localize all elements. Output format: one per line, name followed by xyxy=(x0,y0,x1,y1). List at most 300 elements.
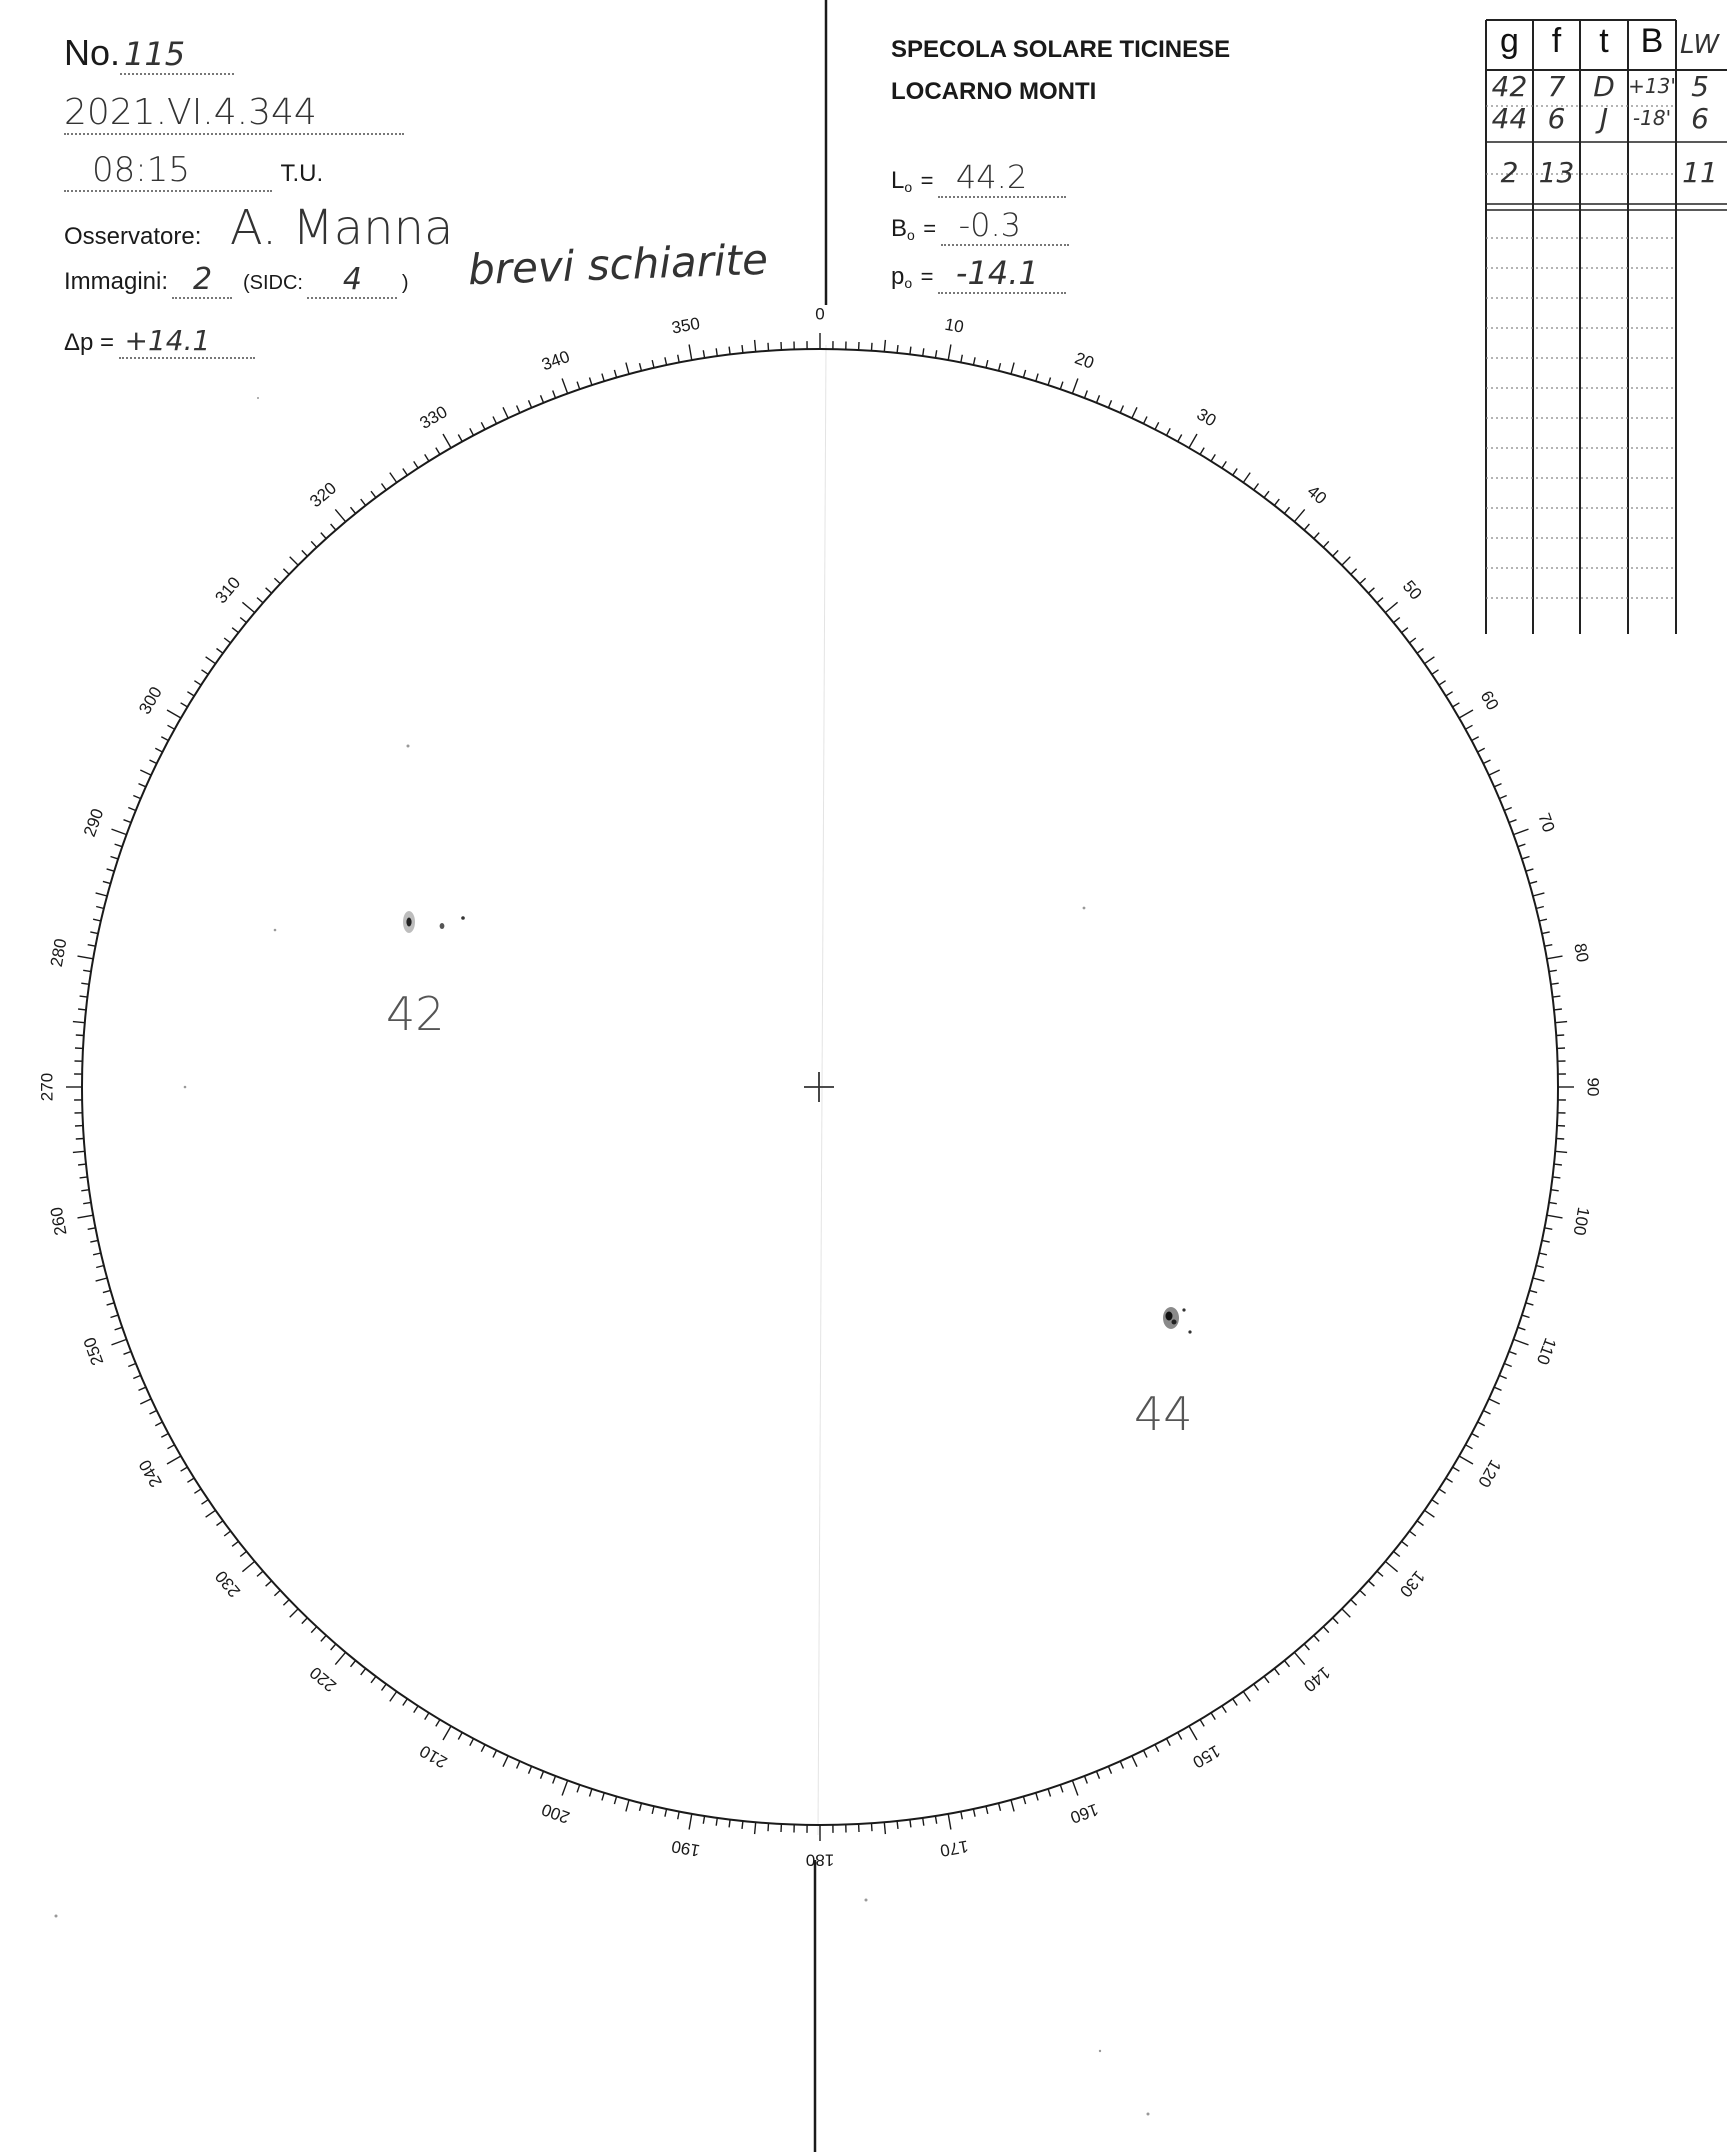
degree-tick xyxy=(1544,945,1552,947)
degree-tick xyxy=(1547,956,1563,959)
degree-tick xyxy=(590,1789,592,1797)
degree-tick xyxy=(1211,454,1215,461)
sidc-label: (SIDC: xyxy=(242,272,303,294)
degree-tick xyxy=(1533,1278,1545,1281)
degree-tick xyxy=(90,932,98,934)
degree-tick xyxy=(923,348,924,356)
degree-tick xyxy=(1526,869,1534,871)
degree-tick xyxy=(403,1699,408,1706)
table-header-B: B xyxy=(1640,22,1664,60)
degree-tick xyxy=(768,343,769,351)
degree-tick xyxy=(181,703,188,707)
degree-tick xyxy=(161,737,168,741)
sunspot-small xyxy=(440,923,445,929)
degree-tick xyxy=(768,1823,769,1831)
degree-tick xyxy=(194,1489,201,1493)
degree-tick xyxy=(224,638,230,643)
degree-tick xyxy=(1368,1581,1374,1586)
degree-tick xyxy=(1472,737,1479,741)
degree-tick xyxy=(755,340,756,352)
degree-tick xyxy=(689,1814,692,1830)
degree-tick xyxy=(257,1571,263,1576)
degree-tick xyxy=(1518,844,1526,847)
degree-tick xyxy=(1489,1399,1500,1404)
L-label: L xyxy=(891,167,905,194)
degree-label: 200 xyxy=(539,1799,573,1828)
degree-tick xyxy=(1072,1781,1078,1796)
degree-tick xyxy=(1360,1590,1366,1596)
sunspot-group-42 xyxy=(403,911,465,933)
degree-label: 270 xyxy=(37,1072,57,1102)
degree-tick xyxy=(283,1600,289,1606)
degree-tick xyxy=(910,1820,911,1828)
B-subscript: o xyxy=(907,227,915,244)
degree-tick xyxy=(1453,703,1460,707)
degree-tick xyxy=(181,1467,188,1471)
degree-tick xyxy=(1439,681,1446,685)
degree-tick xyxy=(1394,618,1400,623)
degree-tick xyxy=(1060,382,1063,390)
table-cell: J xyxy=(1599,102,1609,135)
degree-tick xyxy=(115,1327,123,1330)
degree-tick xyxy=(1555,1022,1567,1023)
degree-tick xyxy=(390,473,397,483)
degree-tick xyxy=(217,649,223,654)
degree-tick xyxy=(665,357,667,365)
degree-tick xyxy=(112,829,127,835)
degree-tick xyxy=(1554,1009,1562,1010)
degree-tick xyxy=(1425,1510,1435,1517)
degree-tick xyxy=(973,1809,975,1817)
degree-tick xyxy=(311,1627,317,1633)
degree-tick xyxy=(1233,1699,1238,1706)
degree-tick xyxy=(973,357,975,365)
degree-tick xyxy=(1542,932,1550,934)
degree-tick xyxy=(124,820,132,823)
degree-tick xyxy=(614,370,616,378)
degree-label: 230 xyxy=(211,1566,245,1601)
degree-tick xyxy=(242,1561,254,1571)
degree-tick xyxy=(266,588,272,593)
L-subscript: o xyxy=(904,179,913,196)
observation-date: 2021.VI.4.344 xyxy=(64,92,404,135)
images-value: 2 xyxy=(172,262,232,299)
degree-tick xyxy=(1432,1500,1439,1505)
B-eq: = xyxy=(923,216,937,241)
degree-tick xyxy=(266,1581,272,1586)
images-label: Immagini: xyxy=(64,268,169,295)
degree-tick xyxy=(88,1228,96,1230)
degree-tick xyxy=(202,670,209,675)
degree-tick xyxy=(78,1009,86,1010)
degree-tick xyxy=(103,1290,111,1292)
degree-tick xyxy=(470,428,474,435)
degree-tick xyxy=(640,1803,642,1811)
degree-tick xyxy=(1417,1521,1423,1526)
B-label: B xyxy=(891,215,908,242)
table-cell: 42 xyxy=(1491,70,1528,103)
degree-tick xyxy=(1402,1541,1408,1546)
degree-tick xyxy=(1425,657,1435,664)
degree-tick xyxy=(1211,1713,1215,1720)
sunspot-umbra xyxy=(406,918,411,927)
degree-tick xyxy=(948,345,951,361)
degree-tick xyxy=(910,347,911,355)
degree-label: 300 xyxy=(135,683,166,718)
degree-tick xyxy=(321,1635,326,1641)
table-total-cell: 2 xyxy=(1500,156,1519,189)
degree-tick xyxy=(1494,784,1501,787)
degree-tick xyxy=(703,1816,704,1824)
degree-label: 160 xyxy=(1067,1799,1101,1828)
degree-tick xyxy=(76,1035,84,1036)
degree-tick xyxy=(202,1500,209,1505)
degree-tick xyxy=(1556,1139,1564,1140)
degree-tick xyxy=(414,461,418,468)
degree-tick xyxy=(1200,448,1204,455)
degree-tick xyxy=(1439,1489,1446,1493)
degree-tick xyxy=(517,1761,520,1768)
degree-tick xyxy=(1402,628,1408,633)
degree-tick xyxy=(88,945,96,947)
degree-tick xyxy=(961,1811,963,1819)
degree-label: 110 xyxy=(1532,1335,1560,1368)
degree-tick xyxy=(1085,1776,1088,1784)
degree-tick xyxy=(1144,1750,1148,1757)
degree-tick xyxy=(470,1739,474,1746)
degree-tick xyxy=(602,374,604,382)
degree-label: 120 xyxy=(1474,1456,1505,1491)
degree-tick xyxy=(1409,638,1415,643)
degree-tick xyxy=(90,1240,98,1242)
degree-tick xyxy=(290,557,299,566)
degree-tick xyxy=(403,469,408,476)
delta-p-label: Δp = xyxy=(64,329,115,356)
degree-tick xyxy=(1342,1609,1351,1618)
degree-tick xyxy=(1504,808,1511,811)
degree-tick xyxy=(80,1177,88,1178)
degree-tick xyxy=(1499,1375,1506,1378)
degree-tick xyxy=(1144,417,1148,424)
degree-tick xyxy=(884,340,885,352)
degree-tick xyxy=(1108,1766,1111,1773)
degree-tick xyxy=(1167,428,1171,435)
degree-tick xyxy=(1360,578,1366,584)
degree-tick xyxy=(1549,970,1557,971)
degree-tick xyxy=(73,1151,85,1152)
degree-tick xyxy=(1509,820,1517,823)
degree-tick xyxy=(96,1266,104,1268)
sunspot-pore xyxy=(461,916,465,920)
degree-tick xyxy=(1072,379,1078,394)
degree-tick xyxy=(73,1022,85,1023)
degree-tick xyxy=(935,350,936,358)
degree-tick xyxy=(755,1822,756,1834)
degree-tick xyxy=(1333,1618,1339,1624)
degree-tick xyxy=(1536,1266,1544,1268)
table-total-cell: 11 xyxy=(1682,156,1718,189)
degree-tick xyxy=(1323,541,1329,547)
sunspot-umbra xyxy=(1166,1312,1173,1321)
degree-tick xyxy=(1453,1467,1460,1471)
degree-tick xyxy=(1446,1478,1453,1482)
degree-tick xyxy=(302,1618,308,1624)
degree-tick xyxy=(1432,670,1439,675)
degree-label: 150 xyxy=(1189,1741,1224,1772)
degree-tick xyxy=(1222,1706,1226,1713)
degree-tick xyxy=(1417,649,1423,654)
degree-tick xyxy=(1539,919,1547,921)
degree-tick xyxy=(1551,983,1559,984)
degree-tick xyxy=(1274,1669,1279,1675)
table-cell: +13' xyxy=(1628,74,1676,98)
degree-tick xyxy=(1526,1303,1534,1305)
degree-label: 0 xyxy=(815,304,825,324)
p-eq: = xyxy=(920,264,934,289)
degree-tick xyxy=(436,1720,440,1727)
degree-tick xyxy=(133,1375,140,1378)
degree-label: 50 xyxy=(1398,576,1426,604)
degree-tick xyxy=(503,1756,508,1767)
degree-tick xyxy=(168,725,175,729)
degree-tick xyxy=(1553,996,1561,997)
degree-tick xyxy=(351,507,356,513)
degree-tick xyxy=(652,1806,654,1814)
degree-label: 100 xyxy=(1569,1205,1594,1237)
degree-tick xyxy=(1514,829,1529,835)
degree-tick xyxy=(115,844,123,847)
degree-tick xyxy=(1385,1561,1397,1571)
degree-tick xyxy=(577,1785,580,1793)
degree-tick xyxy=(999,363,1001,371)
degree-tick xyxy=(78,956,94,959)
degree-tick xyxy=(351,1661,356,1667)
degree-tick xyxy=(150,760,157,764)
degree-tick xyxy=(665,1809,667,1817)
L-value: 44.2 xyxy=(938,158,1066,198)
degree-label: 310 xyxy=(211,573,245,608)
degree-tick xyxy=(614,1796,616,1804)
degree-tick xyxy=(78,1164,86,1165)
degree-tick xyxy=(1132,1756,1137,1767)
degree-tick xyxy=(361,499,366,505)
L-eq: = xyxy=(920,168,934,193)
degree-tick xyxy=(371,491,376,497)
degree-tick xyxy=(96,893,108,896)
degree-tick xyxy=(1155,422,1159,429)
sunspot-umbra xyxy=(1172,1320,1177,1325)
p-value: -14.1 xyxy=(938,254,1066,294)
degree-label: 340 xyxy=(539,346,573,375)
degree-tick xyxy=(961,355,963,363)
degree-label: 20 xyxy=(1072,348,1097,373)
degree-tick xyxy=(1167,1739,1171,1746)
degree-tick xyxy=(529,400,532,407)
degree-tick xyxy=(935,1816,936,1824)
degree-tick xyxy=(1178,1733,1182,1740)
degree-label: 250 xyxy=(79,1334,108,1368)
table-header-LW: LW xyxy=(1680,30,1720,60)
degree-tick xyxy=(1518,1327,1526,1330)
degree-label: 330 xyxy=(416,402,451,433)
degree-tick xyxy=(1011,1800,1014,1812)
degree-tick xyxy=(1132,407,1137,418)
degree-tick xyxy=(436,448,440,455)
degree-label: 260 xyxy=(46,1205,71,1237)
degree-label: 140 xyxy=(1299,1662,1334,1696)
degree-tick xyxy=(443,434,451,448)
degree-tick xyxy=(1459,1456,1473,1464)
degree-tick xyxy=(1222,461,1226,468)
degree-tick xyxy=(335,509,345,521)
degree-tick xyxy=(1536,907,1544,909)
p-label: p xyxy=(891,263,905,290)
degree-tick xyxy=(321,533,326,539)
degree-tick xyxy=(371,1676,376,1682)
degree-tick xyxy=(335,1652,345,1664)
degree-label: 220 xyxy=(306,1662,341,1696)
degree-tick xyxy=(1377,598,1383,603)
degree-tick xyxy=(1233,469,1238,476)
degree-tick xyxy=(1385,602,1397,612)
degree-label: 60 xyxy=(1476,687,1503,714)
table-cell: 5 xyxy=(1691,70,1709,103)
degree-tick xyxy=(640,363,642,371)
observatory-name: SPECOLA SOLARE TICINESE xyxy=(891,36,1231,63)
degree-tick xyxy=(103,881,111,883)
degree-label: 280 xyxy=(46,937,71,969)
degree-tick xyxy=(217,1521,223,1526)
degree-tick xyxy=(1499,796,1506,799)
degree-tick xyxy=(1314,533,1319,539)
degree-tick xyxy=(1284,1661,1289,1667)
degree-tick xyxy=(1314,1635,1319,1641)
degree-tick xyxy=(481,1745,485,1752)
degree-tick xyxy=(1483,760,1490,764)
degree-tick xyxy=(503,407,508,418)
degree-tick xyxy=(111,857,119,859)
sunspot-pore xyxy=(1182,1308,1185,1311)
degree-tick xyxy=(1342,557,1351,566)
degree-tick xyxy=(1509,1352,1517,1355)
degree-tick xyxy=(76,1139,84,1140)
p-subscript: o xyxy=(904,275,913,292)
degree-tick xyxy=(1120,1761,1123,1768)
degree-tick xyxy=(96,1278,108,1281)
degree-tick xyxy=(187,692,194,696)
table-header-f: f xyxy=(1551,22,1562,60)
degree-tick xyxy=(1377,1571,1383,1576)
degree-tick xyxy=(1529,881,1537,883)
degree-tick xyxy=(1294,1652,1304,1664)
degree-tick xyxy=(361,1669,366,1675)
degree-tick xyxy=(1048,1789,1050,1797)
center-cross xyxy=(804,1072,834,1102)
degree-tick xyxy=(81,983,89,984)
degree-label: 210 xyxy=(416,1741,451,1772)
degree-label: 190 xyxy=(670,1836,702,1861)
degree-tick xyxy=(541,395,544,402)
degree-tick xyxy=(1483,1411,1490,1415)
table-cell: 6 xyxy=(1691,102,1709,135)
degree-tick xyxy=(1023,370,1025,378)
degree-tick xyxy=(716,348,717,356)
degree-label: 80 xyxy=(1570,941,1593,964)
degree-tick xyxy=(274,578,280,584)
degree-tick xyxy=(872,1823,873,1831)
degree-tick xyxy=(897,345,898,353)
degree-tick xyxy=(652,360,654,368)
degree-tick xyxy=(1120,406,1123,413)
degree-tick xyxy=(562,1781,568,1796)
degree-tick xyxy=(678,1811,680,1819)
degree-tick xyxy=(1189,434,1197,448)
degree-tick xyxy=(107,1303,115,1305)
degree-tick xyxy=(414,1706,418,1713)
degree-tick xyxy=(948,1814,951,1830)
table-cell: -18' xyxy=(1632,106,1672,130)
degree-tick xyxy=(111,1315,119,1317)
degree-tick xyxy=(590,378,592,386)
sunspot-group-44 xyxy=(1163,1307,1192,1334)
degree-tick xyxy=(1494,1387,1501,1390)
degree-tick xyxy=(80,996,88,997)
degree-tick xyxy=(897,1821,898,1829)
degree-tick xyxy=(1243,1692,1250,1702)
degree-tick xyxy=(1304,1644,1309,1650)
degree-tick xyxy=(1394,1551,1400,1556)
degree-tick xyxy=(167,710,181,718)
degree-tick xyxy=(1544,1228,1552,1230)
degree-tick xyxy=(83,970,91,971)
observer-note: brevi schiarite xyxy=(467,234,769,295)
degree-tick xyxy=(224,1531,230,1536)
degree-tick xyxy=(1466,725,1473,729)
degree-tick xyxy=(311,541,317,547)
degree-tick xyxy=(1522,857,1530,859)
degree-tick xyxy=(1097,395,1100,402)
degree-tick xyxy=(703,350,704,358)
degree-tick xyxy=(155,748,162,752)
degree-tick xyxy=(168,1445,175,1449)
degree-tick xyxy=(562,379,568,394)
degree-tick xyxy=(493,1750,497,1757)
degree-tick xyxy=(481,422,485,429)
group-number-44: 44 xyxy=(1134,1387,1193,1441)
degree-tick xyxy=(884,1822,885,1834)
degree-tick xyxy=(1254,1684,1259,1690)
table-header-t: t xyxy=(1599,22,1609,60)
degree-tick xyxy=(529,1766,532,1773)
degree-tick xyxy=(1323,1627,1329,1633)
paper-specks xyxy=(55,397,1150,2116)
degree-tick xyxy=(1466,1445,1473,1449)
degree-label: 180 xyxy=(805,1850,835,1870)
degree-tick xyxy=(1459,710,1473,718)
degree-tick xyxy=(150,1411,157,1415)
group-number-42: 42 xyxy=(386,987,445,1041)
degree-tick xyxy=(1478,1422,1485,1426)
degree-tick xyxy=(139,784,146,787)
degree-tick xyxy=(1085,391,1088,399)
degree-tick xyxy=(274,1590,280,1596)
degree-tick xyxy=(93,919,101,921)
observatory-location: LOCARNO MONTI xyxy=(891,78,1097,105)
degree-tick xyxy=(133,796,140,799)
degree-tick xyxy=(390,1692,397,1702)
degree-tick xyxy=(1284,507,1289,513)
degree-tick xyxy=(425,454,429,461)
